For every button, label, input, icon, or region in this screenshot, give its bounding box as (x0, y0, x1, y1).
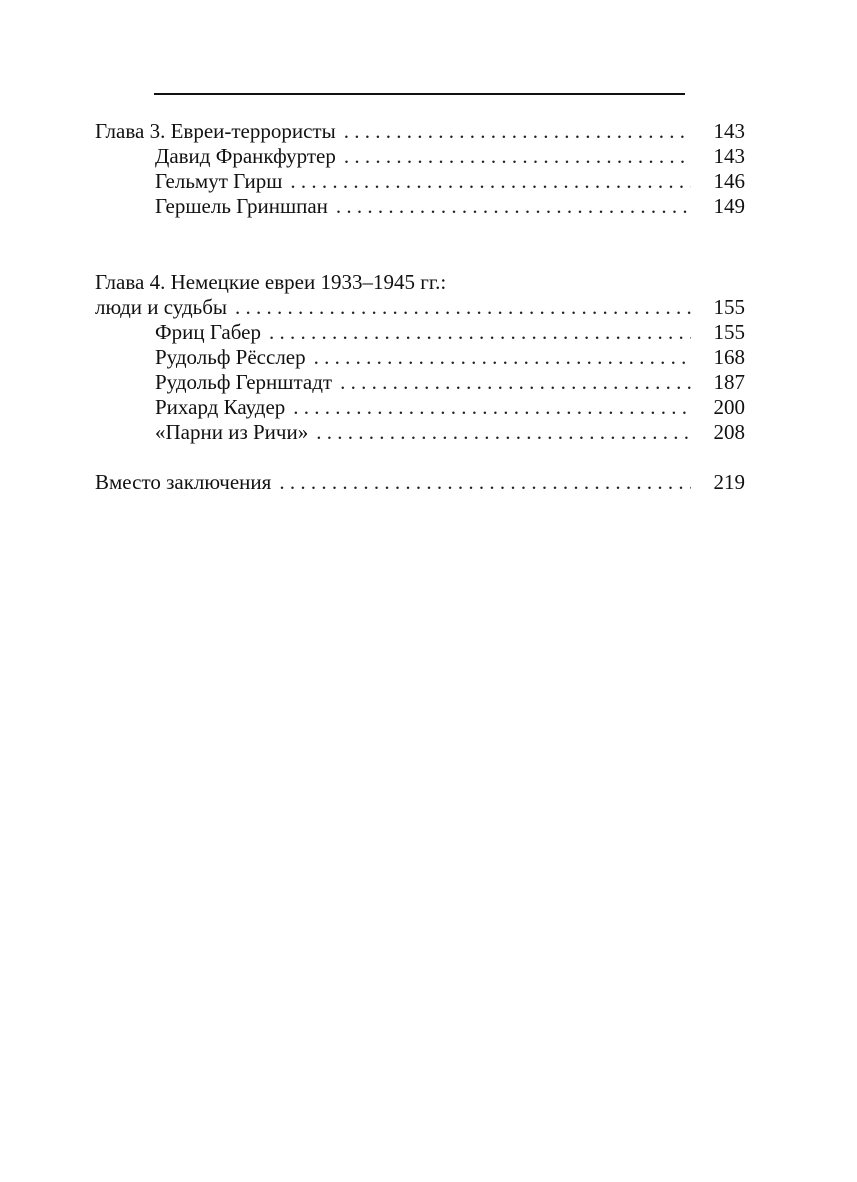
toc-entry-conclusion[interactable] (95, 470, 745, 495)
toc-subentry[interactable] (95, 395, 745, 420)
toc-entry-title: Давид Франкфуртер (155, 144, 336, 168)
table-of-contents (95, 119, 745, 495)
toc-subentry[interactable] (95, 320, 745, 345)
dot-leader (314, 345, 691, 370)
header-rule (154, 93, 685, 95)
toc-page-number: 200 (713, 395, 745, 419)
toc-page-number: 208 (713, 420, 745, 444)
dot-leader (235, 295, 691, 320)
toc-entry-title: Рихард Каудер (155, 395, 286, 419)
toc-page-number: 149 (713, 194, 745, 218)
toc-subentry[interactable] (95, 194, 745, 219)
dot-leader (336, 194, 691, 219)
toc-page-number: 146 (713, 169, 745, 193)
dot-leader (269, 320, 691, 345)
toc-entry-title: Гельмут Гирш (155, 169, 283, 193)
dot-leader (290, 169, 691, 194)
dot-leader (344, 144, 691, 169)
toc-entry-title: Вместо заключения (95, 470, 272, 494)
toc-entry-title: Фриц Габер (155, 320, 261, 344)
toc-entry-chapter-4-line1[interactable]: Глава 4. Немецкие евреи 1933–1945 гг.: (95, 270, 447, 294)
toc-subentry[interactable] (95, 420, 745, 445)
toc-page-number: 143 (713, 144, 745, 168)
toc-entry-title: Рудольф Гернштадт (155, 370, 333, 394)
toc-page-number: 219 (713, 470, 745, 494)
toc-entry-title: люди и судьбы (95, 295, 228, 319)
toc-entry-chapter-4[interactable] (95, 295, 745, 320)
toc-entry-title: Гершель Гриншпан (155, 194, 328, 218)
dot-leader (293, 395, 691, 420)
dot-leader (340, 370, 691, 395)
toc-page-number: 155 (713, 295, 745, 319)
toc-subentry[interactable] (95, 370, 745, 395)
dot-leader (344, 119, 691, 144)
toc-subentry[interactable] (95, 144, 745, 169)
toc-entry-title: Рудольф Рёсслер (155, 345, 306, 369)
toc-page-number: 187 (713, 370, 745, 394)
toc-subentry[interactable] (95, 345, 745, 370)
toc-subentry[interactable] (95, 169, 745, 194)
toc-entry-title: «Парни из Ричи» (155, 420, 309, 444)
toc-page-number: 143 (713, 119, 745, 143)
toc-entry-title: Глава 3. Евреи-террористы (95, 119, 336, 143)
toc-page-number: 155 (713, 320, 745, 344)
dot-leader (279, 470, 691, 495)
dot-leader (316, 420, 691, 445)
toc-page-number: 168 (713, 345, 745, 369)
toc-entry-chapter-3[interactable] (95, 119, 745, 144)
